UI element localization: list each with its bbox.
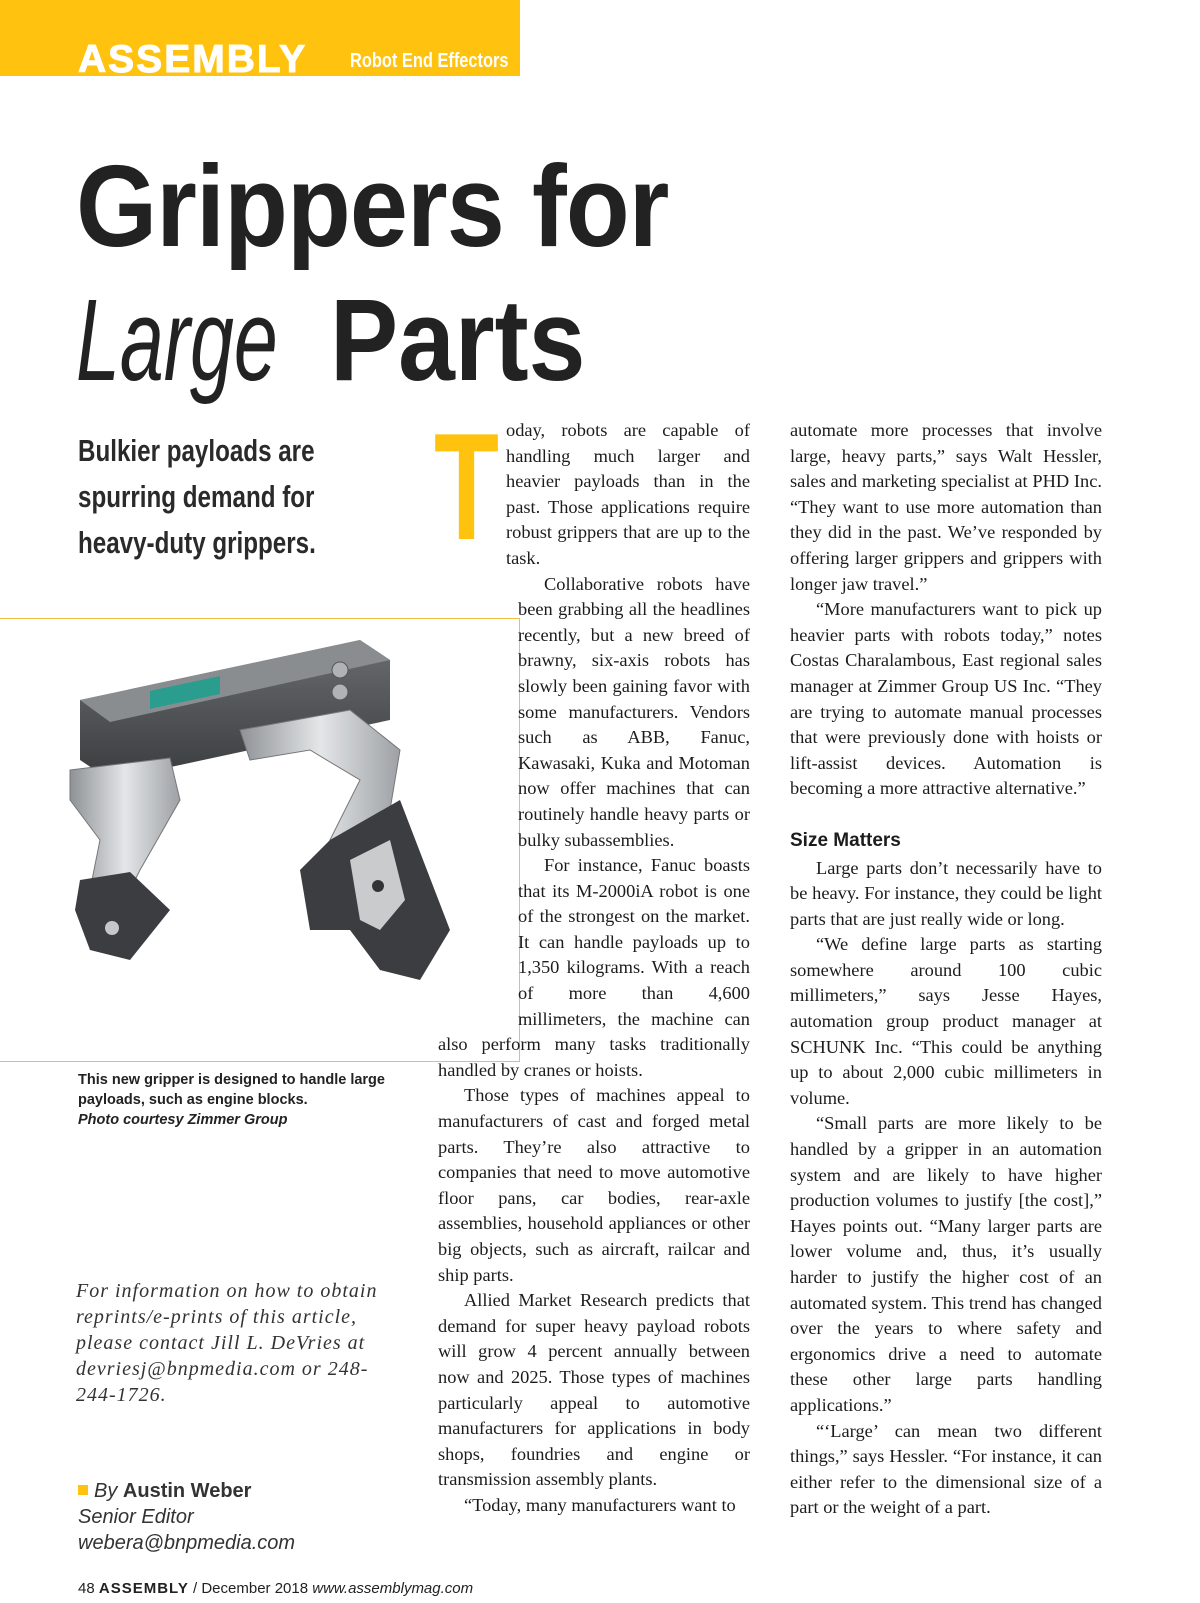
paragraph: Large parts don’t necessarily have to be heavy. For instance, they could be light parts that are just really wide or long.: [790, 857, 1102, 929]
paragraph: For instance, Fanuc boasts that its M-2000iA robot is one of the strongest on the market. It can handle payloads up to 1,350 kilograms. With a reach of more than 4,600 millimeters, the machine can also perform many tasks traditionally handled by cranes or hoists.: [438, 855, 750, 1080]
footer-magazine: ASSEMBLY: [98, 1580, 189, 1597]
paragraph: Allied Market Research predicts that demand for super heavy payload robots will grow 4 percent annually between now and 2025. Those types of machines particularly appeal to automotive manufacturers for applications in body shops, foundries and engine or transmission assembly plants.: [438, 1290, 750, 1490]
paragraph: Those types of machines appeal to manufacturers of cast and forged metal parts. They’re also attractive to companies that need to move automotive floor pans, car bodies, rear-axle assemblies, household appliances or other big objects, such as aircraft, railcar and ship parts.: [438, 1085, 750, 1285]
paragraph: “Today, many manufacturers want to: [464, 1494, 736, 1515]
footer-url[interactable]: www.assemblymag.com: [312, 1580, 474, 1597]
byline-title: Senior Editor: [78, 1506, 194, 1528]
headline-line1: Grippers for: [76, 141, 669, 271]
byline-by: By: [94, 1480, 118, 1502]
dek: Bulkier payloads are spurring demand for heavy-duty grippers.: [78, 433, 316, 560]
headline-bold-word: Parts: [329, 275, 586, 405]
photo-wrap-spacer: [438, 572, 518, 1032]
paragraph: “We define large parts as starting somewhere around 100 cubic millimeters,” says Jesse Hayes, automation group product manager at SCHUNK Inc. “This could be anything up to about 2,000 cubic millimeters in volume.: [790, 934, 1102, 1108]
body-column-2: [790, 418, 1102, 1521]
paragraph: “Small parts are more likely to be handled by a gripper in an automation system and are likely to have higher production volumes to justify [the cost],” Hayes points out. “Many larger parts are lower volume and, thus, it’s usually harder to justify the higher cost of an automated system. This trend has changed over the years to where safety and ergonomics drive a need to automate these other large parts handling applications.”: [790, 1113, 1102, 1415]
byline-email[interactable]: webera@bnpmedia.com: [78, 1532, 296, 1554]
headline-line2: [76, 275, 620, 405]
reprints-note: For information on how to obtain reprints/e-prints of this article, please contact Jill L. DeVries at devriesj@bnpmedia.com or 248-244-1726.: [76, 1280, 378, 1406]
subhead: Size Matters: [790, 829, 901, 851]
section-topic: Robot End Effectors: [350, 50, 509, 72]
footer-date: / December 2018: [193, 1580, 309, 1597]
byline-author: Austin Weber: [122, 1480, 252, 1502]
paragraph: “‘Large’ can mean two different things,” says Hessler. “For instance, it can either refer to the dimensional size of a part or the weight of a part.: [790, 1420, 1102, 1518]
page-footer: [78, 1580, 473, 1597]
gripper-photo: [60, 640, 490, 1000]
bullet-square-icon: [78, 1485, 88, 1495]
section-banner: [0, 0, 520, 81]
paragraph: Collaborative robots have been grabbing all the headlines recently, but a new breed of brawny, six-axis robots has slowly been gaining favor with some manufacturers. Vendors such as ABB, Fanuc, Kawasaki, Kuka and Motoman now offer machines that can routinely handle heavy parts or bulky subassemblies.: [518, 573, 750, 850]
paragraph: “More manufacturers want to pick up heavier parts with robots today,” notes Costas Charalambous, East regional sales manager at Zimmer Group US Inc. “They are trying to automate manual processes that were previously done with hoists or lift-assist devices. Automation is becoming a more attractive alternative.”: [790, 599, 1102, 799]
headline-italic-word: Large: [76, 275, 278, 405]
caption-text: This new gripper is designed to handle large payloads, such as engine blocks.: [78, 1072, 385, 1108]
paragraph: oday, robots are capable of handling much larger and heavier payloads than in the past. Those applications require robust grippers that are up to the task.: [506, 420, 750, 568]
body-column-1: [434, 402, 750, 1519]
page-number: 48: [78, 1580, 95, 1597]
byline: [78, 1478, 295, 1556]
drop-cap: T: [434, 402, 500, 572]
photo-credit: Photo courtesy Zimmer Group: [78, 1112, 288, 1128]
section-name: ASSEMBLY: [78, 38, 308, 81]
paragraph: automate more processes that involve large, heavy parts,” says Walt Hessler, sales and marketing specialist at PHD Inc. “They want to use more automation than they did in the past. We’ve responded by offering larger grippers and grippers with longer jaw travel.”: [790, 420, 1102, 594]
photo-caption: [78, 1070, 418, 1130]
